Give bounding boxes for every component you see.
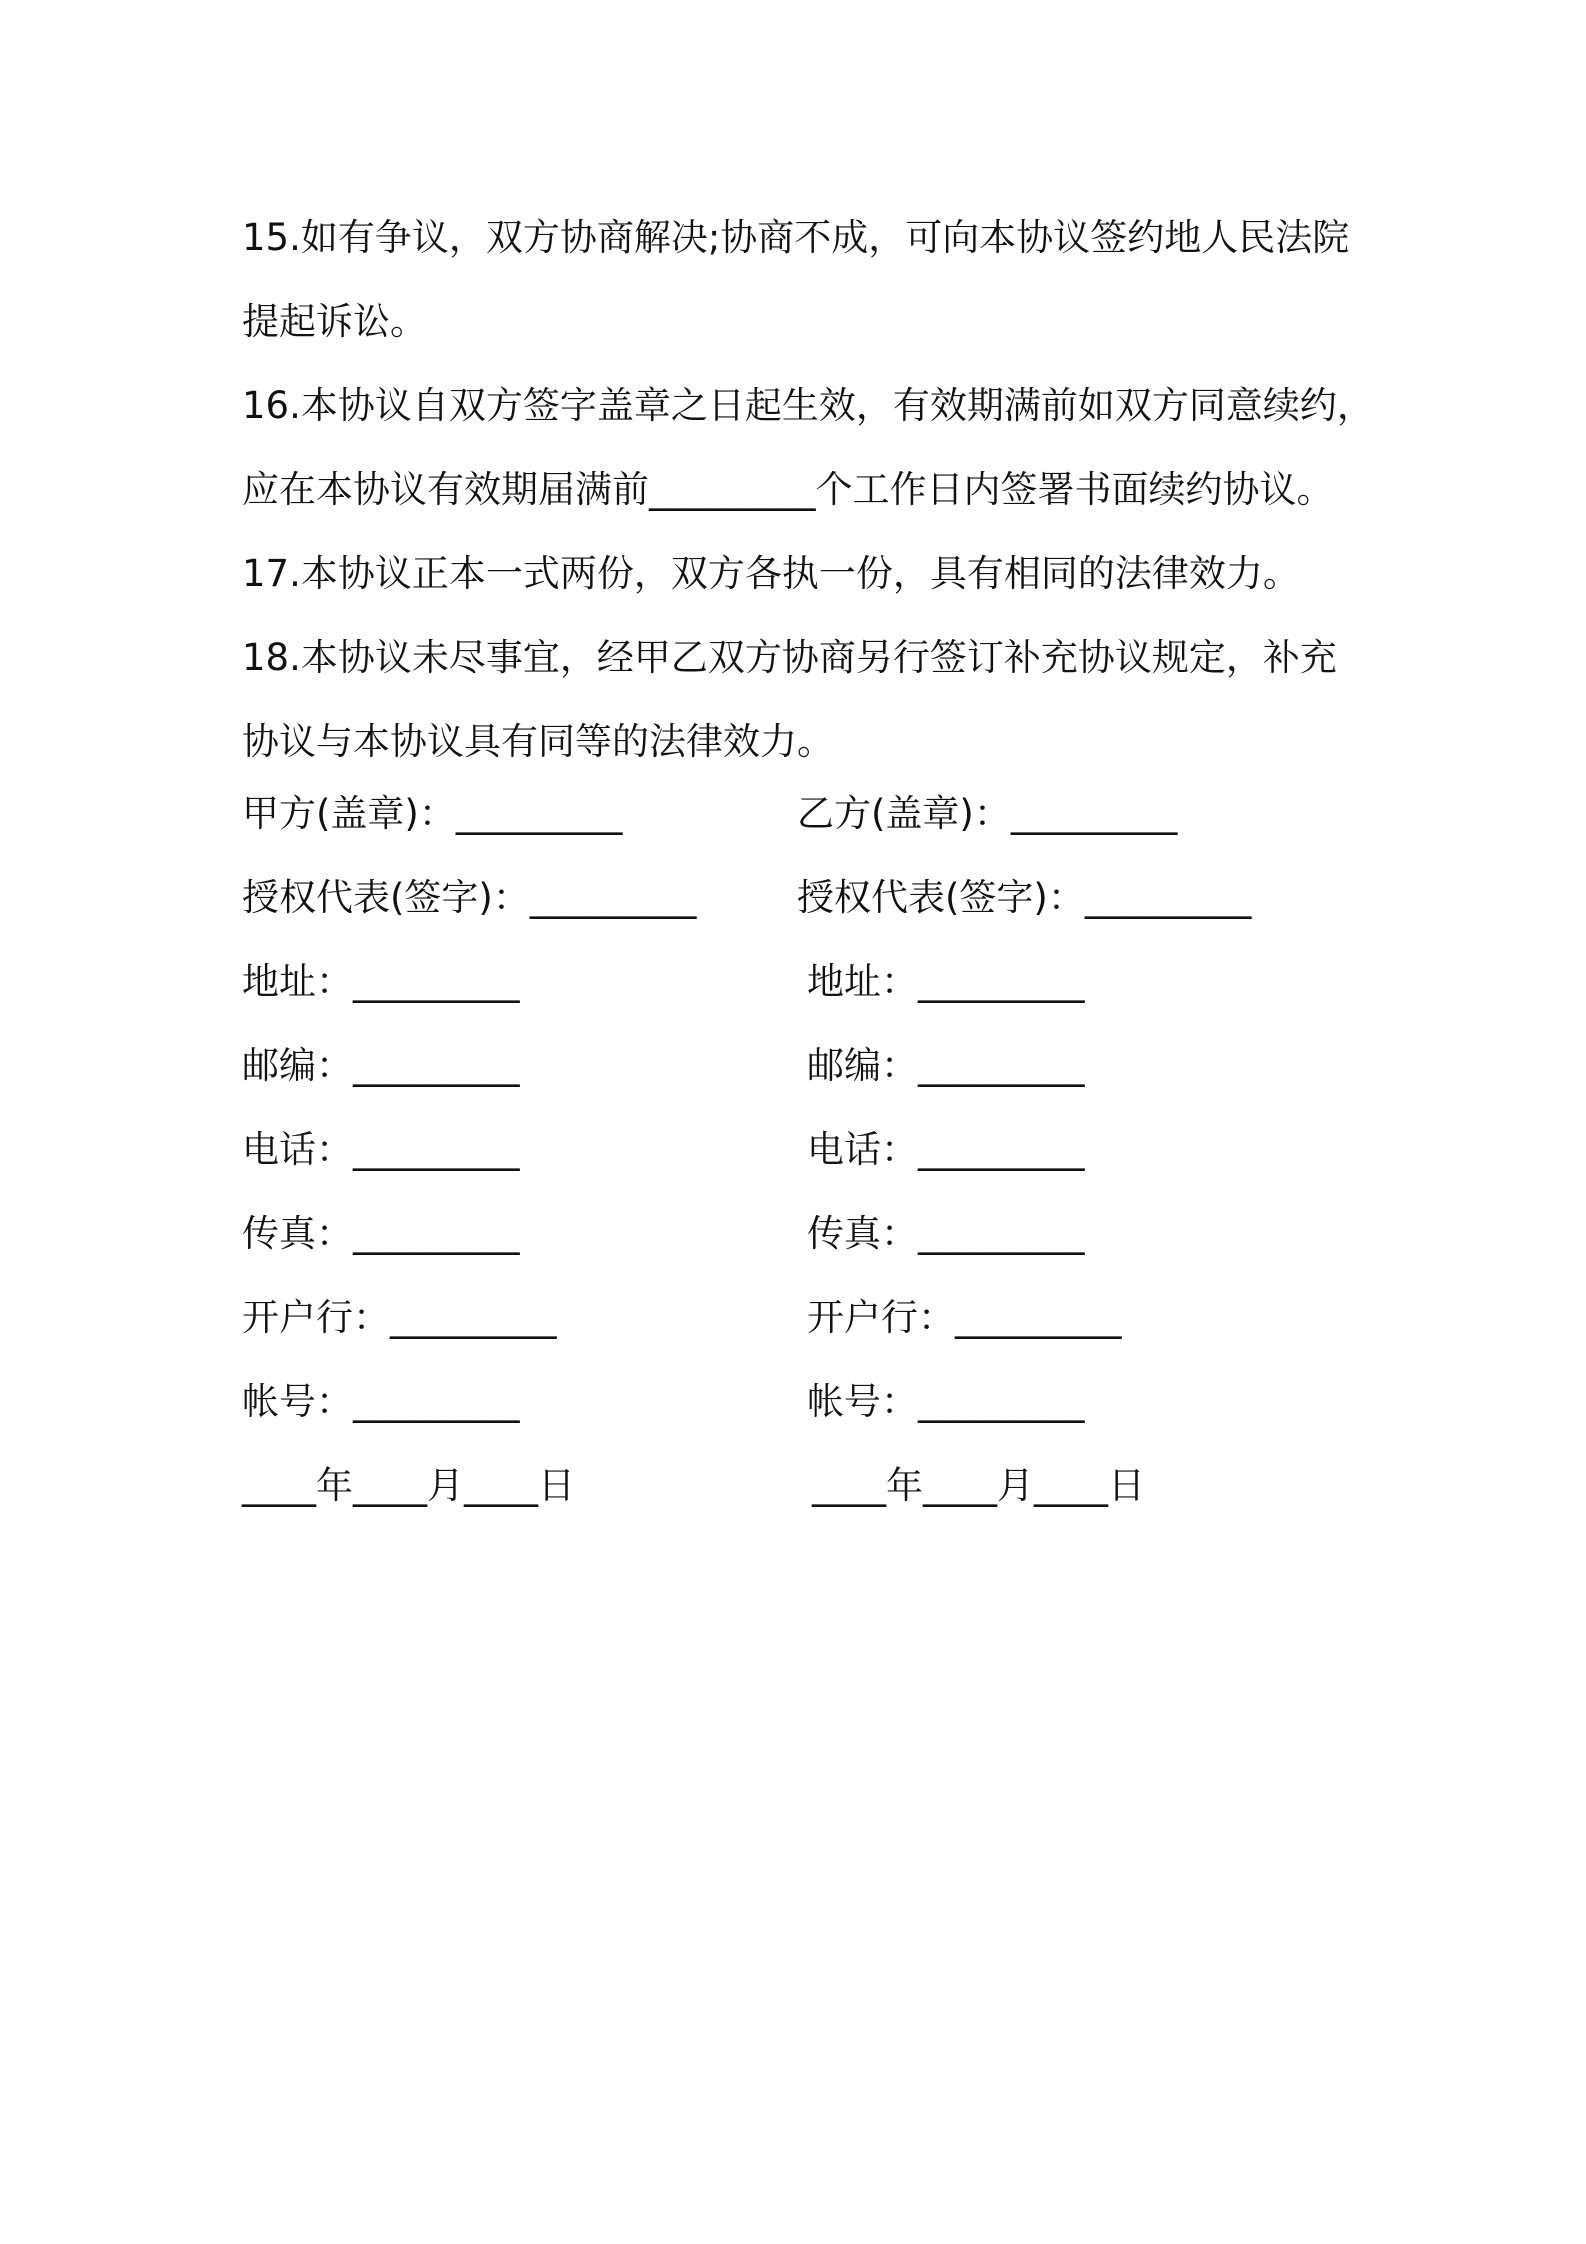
signature-row-phone: [242, 1108, 1372, 1192]
party-a-bank: 开户行：_________: [242, 1296, 557, 1339]
party-b-date: ____年____月____日: [812, 1464, 1145, 1507]
clause-18-line-1: 18.本协议未尽事宜，经甲乙双方协商另行签订补充协议规定，补充: [242, 636, 1337, 679]
party-b-representative: 授权代表(签字)：_________: [797, 876, 1252, 919]
party-a-phone: 电话：_________: [242, 1128, 520, 1171]
party-b-account: 帐号：_________: [807, 1380, 1085, 1423]
party-b-fax: 传真：_________: [807, 1212, 1085, 1255]
signature-row-date: [242, 1444, 1372, 1528]
party-a-representative: 授权代表(签字)：_________: [242, 876, 697, 919]
party-b-bank: 开户行：_________: [807, 1296, 1122, 1339]
party-b-phone: 电话：_________: [807, 1128, 1085, 1171]
party-a-seal: 甲方(盖章)：_________: [242, 792, 623, 835]
party-a-date: ____年____月____日: [242, 1464, 575, 1507]
clause-15-line-2: 提起诉讼。: [242, 300, 427, 343]
clause-17-line-1: 17.本协议正本一式两份，双方各执一份，具有相同的法律效力。: [242, 552, 1300, 595]
party-b-address: 地址：_________: [807, 960, 1085, 1003]
party-a-address: 地址：_________: [242, 960, 520, 1003]
signature-row-bank: [242, 1276, 1372, 1360]
clause-16-line-1: 16.本协议自双方签字盖章之日起生效，有效期满前如双方同意续约，: [242, 384, 1374, 427]
signature-row-account: [242, 1360, 1372, 1444]
clauses-section: [242, 196, 1372, 784]
party-b-seal: 乙方(盖章)：_________: [797, 792, 1178, 835]
signature-row-postcode: [242, 1024, 1372, 1108]
party-a-fax: 传真：_________: [242, 1212, 520, 1255]
party-a-account: 帐号：_________: [242, 1380, 520, 1423]
signature-block: [242, 772, 1372, 1528]
clause-15-line-1: 15.如有争议，双方协商解决;协商不成，可向本协议签约地人民法院: [242, 216, 1350, 259]
signature-row-fax: [242, 1192, 1372, 1276]
clause-18-line-2: 协议与本协议具有同等的法律效力。: [242, 720, 834, 763]
signature-row-representative: [242, 856, 1372, 940]
signature-row-address: [242, 940, 1372, 1024]
signature-row-seal: [242, 772, 1372, 856]
clause-16-line-2: 应在本协议有效期届满前_________个工作日内签署书面续约协议。: [242, 468, 1334, 511]
party-b-postcode: 邮编：_________: [807, 1044, 1085, 1087]
party-a-postcode: 邮编：_________: [242, 1044, 520, 1087]
